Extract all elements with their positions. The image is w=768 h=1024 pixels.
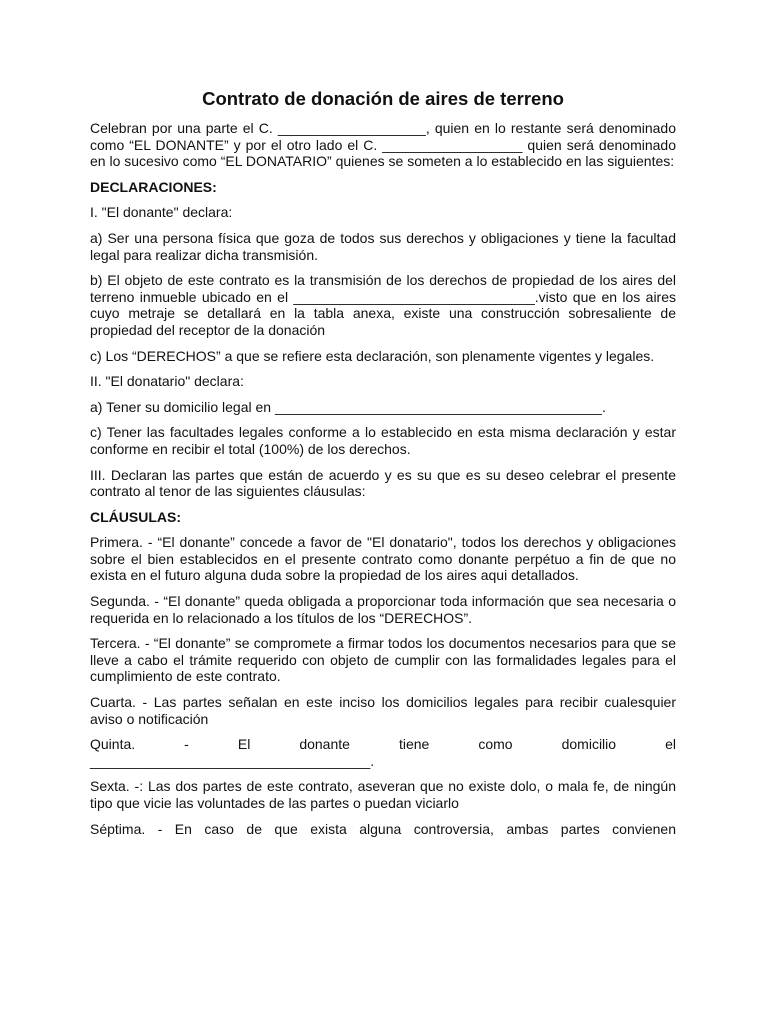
clause-second: Segunda. - “El donante” queda obligada a proporcionar toda información que sea necesaria o requerida en lo relacionado a los títulos de los “DERECHOS”. [90, 593, 676, 626]
document-body [90, 88, 676, 846]
donor-declaration-c: c) Los “DERECHOS” a que se refiere esta declaración, son plenamente vigentes y legales. [90, 347, 655, 364]
donee-declaration-a: a) Tener su domicilio legal en __________________________________________. [90, 398, 606, 415]
intro-paragraph: Celebran por una parte el C. ___________________, quien en lo restante será denominado como “EL DONANTE” y por el otro lado el C. __________________ quien será denominado en lo sucesivo como “EL DONATARIO” quienes se someten a lo establecido en las siguientes: [90, 120, 676, 170]
clause-first: Primera. - “El donante” concede a favor de "El donatario", todos los derechos y obligaciones sobre el bien establecidos en el presente contrato como donante perpétuo a fin de que no exista en el futuro alguna duda sobre la propiedad de los aires aqui detallados. [90, 534, 676, 584]
donor-declaration-a: a) Ser una persona física que goza de todos sus derechos y obligaciones y tiene la facultad legal para realizar dicha transmisión. [90, 229, 676, 263]
clauses-heading: CLÁUSULAS: [90, 508, 181, 525]
clause-fifth-blank: ____________________________________. [90, 752, 375, 769]
donee-declares-heading: II. "El donatario" declara: [90, 373, 244, 390]
clause-fifth: Quinta. - El donante tiene como domicilio el [90, 736, 676, 753]
donee-declaration-c: c) Tener las facultades legales conforme a lo establecido en esta misma declaración y estar conforme en recibir el total (100%) de los derechos. [90, 424, 676, 457]
clause-fourth: Cuarta. - Las partes señalan en este inciso los domicilios legales para recibir cualesquier aviso o notificación [90, 694, 676, 727]
clause-seventh: Séptima. - En caso de que exista alguna controversia, ambas partes convienen [90, 820, 676, 837]
donor-declaration-b: b) El objeto de este contrato es la transmisión de los derechos de propiedad de los aires del terreno inmueble ubicado en el _______________________________.visto que en los aires cuyo metraje se detallará en la tabla anexa, existe una construcción sobresaliente de propiedad del receptor de la donación [90, 272, 676, 338]
declarations-heading: DECLARACIONES: [90, 178, 217, 195]
parties-declaration: III. Declaran las partes que están de acuerdo y es su que es su deseo celebrar el presente contrato al tenor de las siguientes cláusulas: [90, 466, 676, 500]
document-title: Contrato de donación de aires de terreno [202, 88, 564, 109]
clause-third: Tercera. - “El donante” se compromete a firmar todos los documentos necesarios para que se lleve a cabo el trámite requerido con objeto de cumplir con las formalidades legales para el cumplimiento de este contrato. [90, 635, 676, 685]
donor-declares-heading: I. "El donante" declara: [90, 204, 233, 221]
clause-sixth: Sexta. -: Las dos partes de este contrato, aseveran que no existe dolo, o mala fe, de ningún tipo que vicie las voluntades de las partes o puedan viciarlo [90, 778, 676, 811]
